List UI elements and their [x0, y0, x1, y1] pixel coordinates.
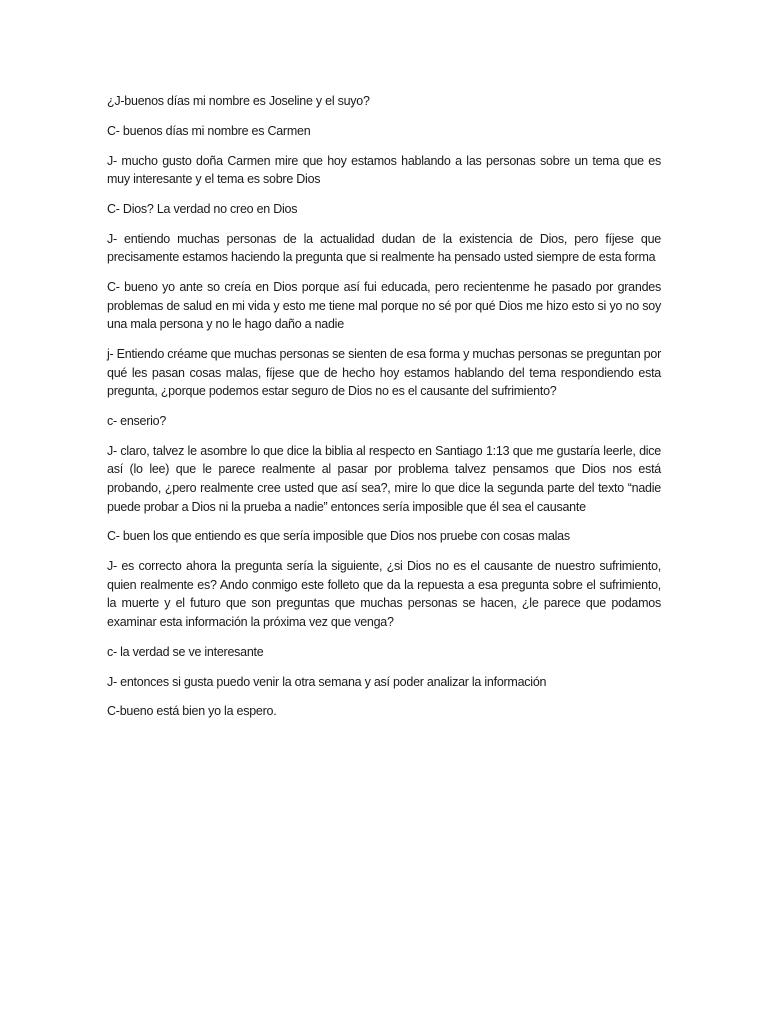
paragraph-13: J- entonces si gusta puedo venir la otra semana y así poder analizar la información [107, 674, 547, 689]
paragraph-6: C- bueno yo ante so creía en Dios porque así fui educada, pero recientenme he pasado por grandes problemas de salud en mi vida y esto me tiene mal porque no sé por qué Dios me hizo esto si yo no soy una mala persona y no le hago daño a nadie [107, 280, 661, 332]
paragraph-10: C- buen los que entiendo es que sería imposible que Dios nos pruebe con cosas malas [107, 529, 570, 544]
paragraph-5: J- entiendo muchas personas de la actualidad dudan de la existencia de Dios, pero fíjese que precisamente estamos haciendo la pregunta que si realmente ha pensado usted siempre de esta forma [107, 231, 661, 265]
paragraph-4: C- Dios? La verdad no creo en Dios [107, 201, 298, 216]
paragraph-8: c- enserio? [107, 414, 167, 429]
paragraph-1: ¿J-buenos días mi nombre es Joseline y el suyo? [107, 94, 370, 108]
paragraph-9: J- claro, talvez le asombre lo que dice la biblia al respecto en Santiago 1:13 que me gustaría leerle, dice así (lo lee) que le parece realmente al pasar por problema talvez pensamos que Dios nos está probando, ¿pero realmente cree usted que así sea?, mire lo que dice la segunda parte del texto “nadie puede probar a Dios ni la prueba a nadie” entonces sería imposible que él sea el causante [107, 443, 661, 514]
paragraph-3: J- mucho gusto doña Carmen mire que hoy estamos hablando a las personas sobre un tema que es muy interesante y el tema es sobre Dios [107, 153, 661, 187]
paragraph-2: C- buenos días mi nombre es Carmen [107, 123, 311, 138]
paragraph-11: J- es correcto ahora la pregunta sería la siguiente, ¿si Dios no es el causante de nuestro sufrimiento, quien realmente es? Ando conmigo este folleto que da la repuesta a esa pregunta sobre el sufrimiento, la muerte y el futuro que son preguntas que muchas personas se hacen, ¿le parece que podamos examinar esta información la próxima vez que venga? [107, 559, 661, 629]
paragraph-14: C-bueno está bien yo la espero. [107, 704, 277, 719]
paragraph-12: c- la verdad se ve interesante [107, 644, 264, 659]
paragraph-7: j- Entiendo créame que muchas personas se sienten de esa forma y muchas personas se preguntan por qué les pasan cosas malas, fíjese que de hecho hoy estamos hablando del tema respondiendo esta pregunta, ¿porque podemos estar seguro de Dios no es el causante del sufrimiento? [107, 347, 661, 399]
